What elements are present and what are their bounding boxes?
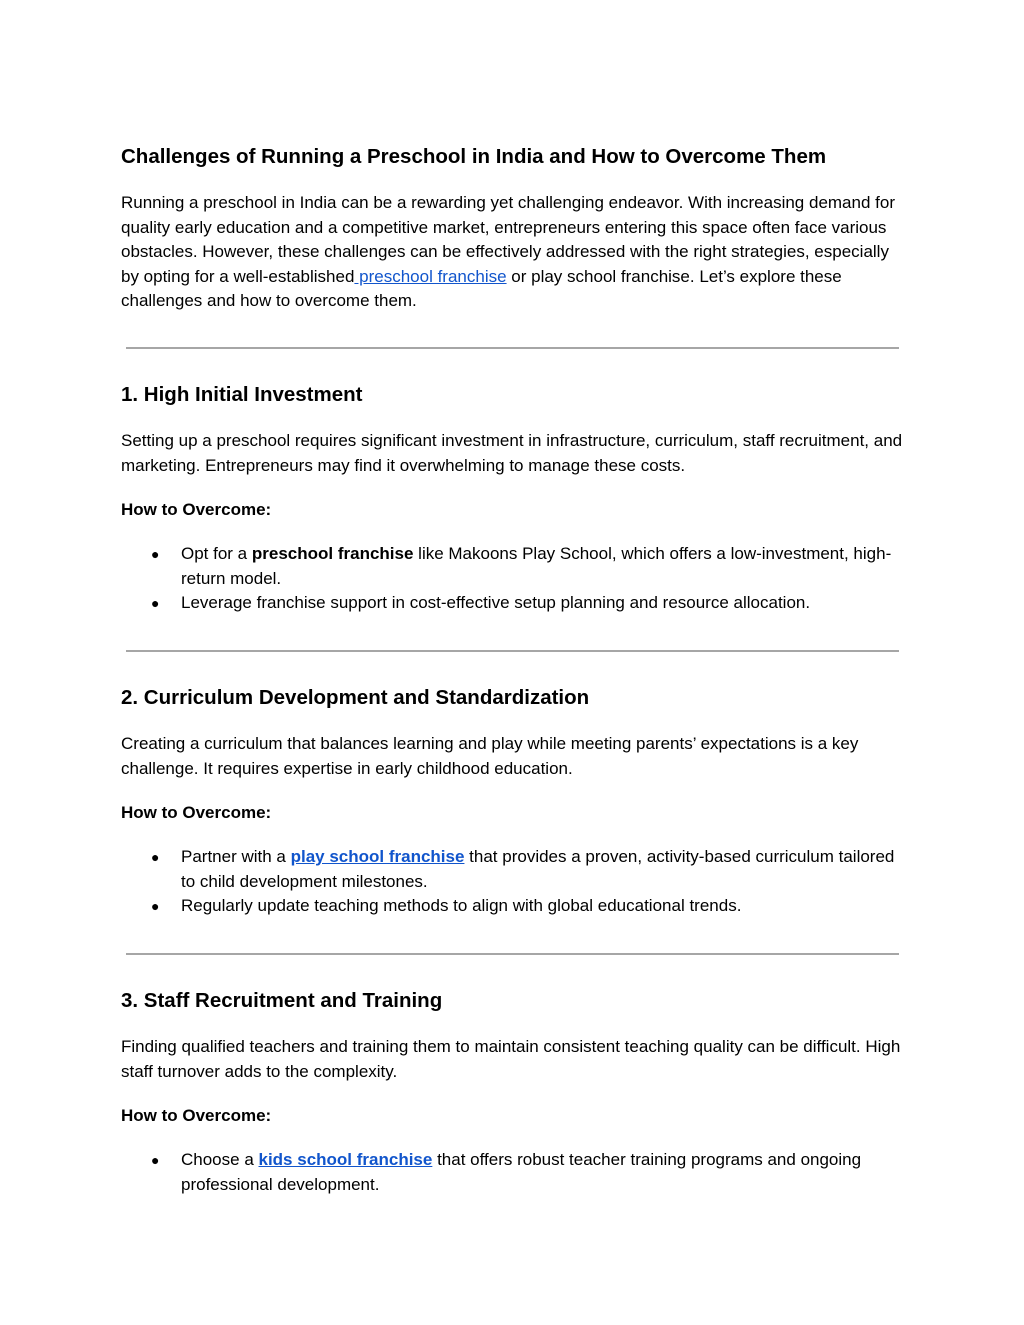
how-to-overcome-label: How to Overcome: — [121, 1106, 272, 1125]
list-item — [121, 845, 911, 894]
how-to-overcome-label: How to Overcome: — [121, 803, 272, 822]
list-item-text: Partner with a — [181, 847, 291, 866]
list-item — [121, 591, 911, 616]
list-item-text: Choose a — [181, 1150, 259, 1169]
section-divider — [126, 347, 899, 349]
section-heading-high-initial-investment: 1. High Initial Investment — [121, 383, 363, 406]
list-item-text-continued: like Makoons Play School, which offers a low-investment, high-return model. — [181, 544, 892, 588]
section-body-curriculum-development: Creating a curriculum that balances learning and play while meeting parents’ expectations is a key challenge. It requires expertise in early childhood education. — [121, 734, 859, 778]
section-heading-staff-recruitment: 3. Staff Recruitment and Training — [121, 989, 443, 1012]
list-item-text: Leverage franchise support in cost-effective setup planning and resource allocation. — [181, 593, 811, 612]
list-item-text-continued: that provides a proven, activity-based curriculum tailored to child development milestones. — [181, 847, 895, 891]
list-item-text: Regularly update teaching methods to align with global educational trends. — [181, 896, 742, 915]
list-item — [121, 542, 911, 591]
intro-text: Running a preschool in India can be a rewarding yet challenging endeavor. With increasing demand for quality early education and a competitive market, entrepreneurs entering this space often face various obstacles. However, these challenges can be effectively addressed with the right strategies, especially by opting for a well-established — [121, 193, 895, 286]
bold-term: preschool franchise — [251, 544, 414, 563]
section-divider — [126, 953, 899, 955]
list-item-text: Opt for a — [181, 544, 252, 563]
section-body-high-initial-investment: Setting up a preschool requires significant investment in infrastructure, curriculum, staff recruitment, and marketing. Entrepreneurs may find it overwhelming to manage these costs. — [121, 431, 903, 475]
section-body-staff-recruitment: Finding qualified teachers and training them to maintain consistent teaching quality can be difficult. High staff turnover adds to the complexity. — [121, 1037, 901, 1081]
preschool-franchise-link[interactable]: preschool franchise — [354, 266, 507, 286]
bullet-icon: ● — [151, 1152, 160, 1168]
kids-school-franchise-link[interactable]: kids school franchise — [258, 1150, 433, 1169]
how-to-overcome-label: How to Overcome: — [121, 500, 272, 519]
play-school-franchise-link[interactable]: play school franchise — [290, 847, 465, 866]
section-divider — [126, 650, 899, 652]
intro-text-continued: or play school franchise. Let’s explore these challenges and how to overcome them. — [121, 266, 842, 310]
bullet-icon: ● — [151, 546, 160, 562]
bullet-list — [121, 542, 911, 616]
bullet-icon: ● — [151, 595, 160, 611]
bullet-list — [121, 1148, 911, 1197]
section-heading-curriculum-development: 2. Curriculum Development and Standardization — [121, 686, 590, 709]
bullet-icon: ● — [151, 849, 160, 865]
intro-paragraph — [121, 191, 906, 314]
bullet-list — [121, 845, 911, 919]
list-item — [121, 1148, 911, 1197]
list-item — [121, 894, 911, 919]
bullet-icon: ● — [151, 898, 160, 914]
document-title: Challenges of Running a Preschool in India and How to Overcome Them — [121, 145, 827, 168]
list-item-text-continued: that offers robust teacher training programs and ongoing professional development. — [181, 1150, 862, 1194]
